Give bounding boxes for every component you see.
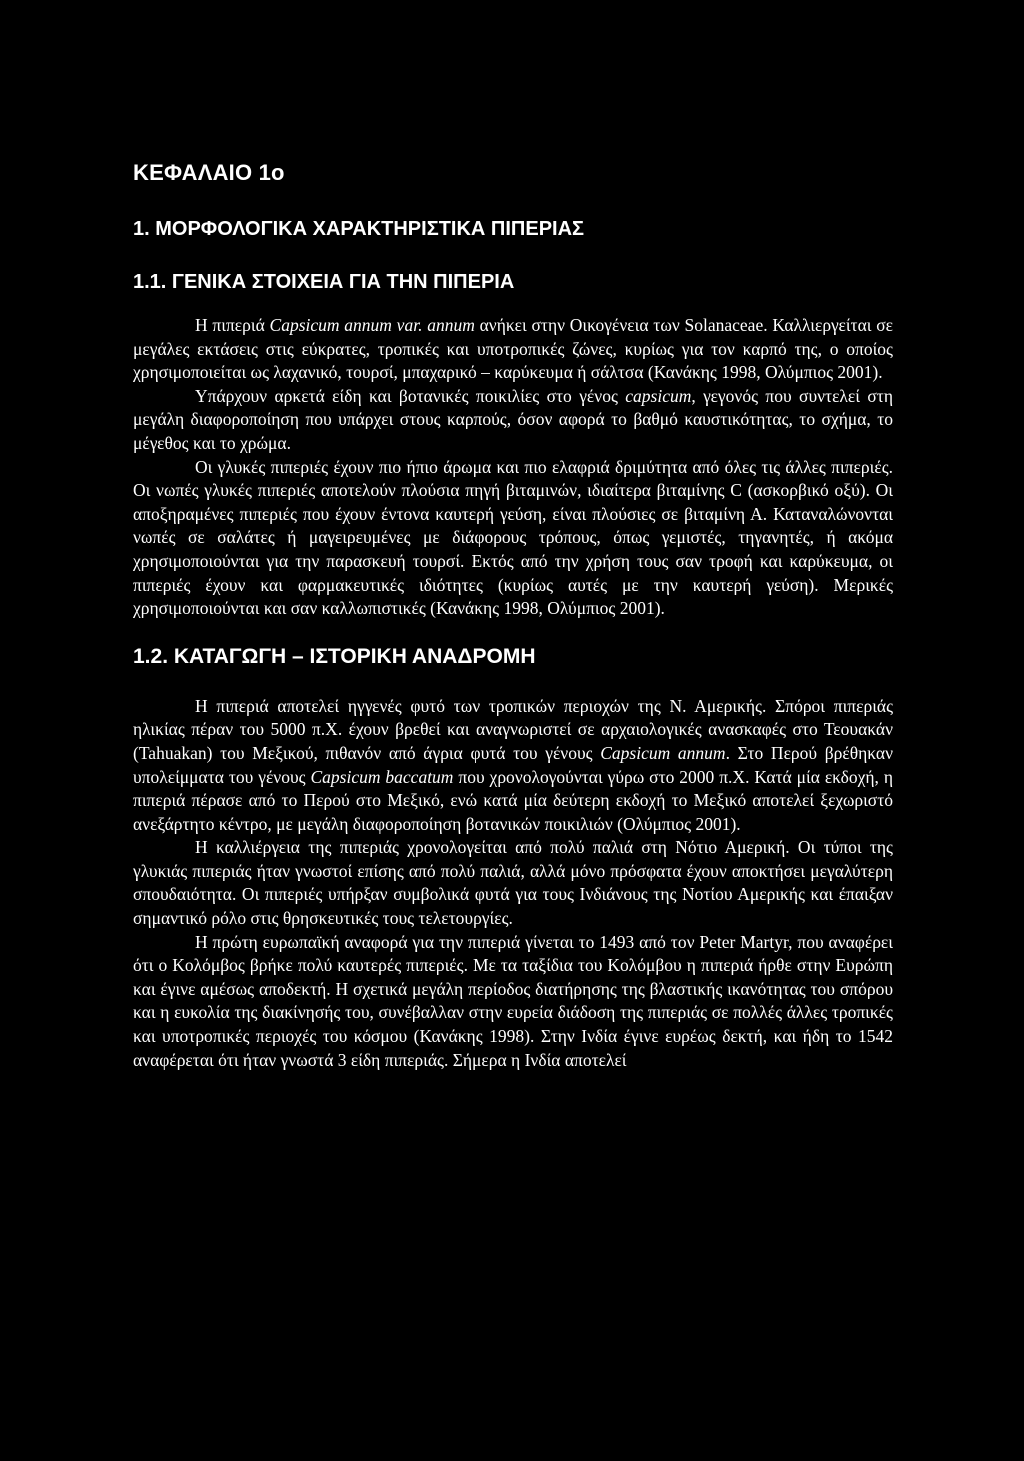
section-1-2-title: 1.2. ΚΑΤΑΓΩΓΗ – ΙΣΤΟΡΙΚΗ ΑΝΑΔΡΟΜΗ [133,644,536,668]
genus-name: capsicum [625,385,692,406]
section-1-1-title: 1.1. ΓΕΝΙΚΑ ΣΤΟΙΧΕΙΑ ΓΙΑ ΤΗΝ ΠΙΠΕΡΙΑ [133,271,515,293]
page-content [133,160,893,1072]
text-run: Η πιπεριά αποτελεί ηγγενές φυτό των τροπικών περιοχών της Ν. Αμερικής. Σπόροι πιπεριάς ηλικίας πέραν του 5000 π.Χ. έχουν βρεθεί και αναγνωριστεί σε αρχαιολογικές ανασκαφές στο Τεουακάν (Tahuakan) του Μεξικού, πιθανόν από άγρια φυτά του γένους [133,695,893,763]
section-1-1-paragraph-2 [133,385,893,456]
text-run: , γεγονός που συντελεί στη μεγάλη διαφοροποίηση που υπάρχει στους καρπούς, όσον αφορά το βαθμό καυστικότητας, το σχήμα, το μέγεθος και το χρώμα. [133,385,893,453]
text-run: . Στο Περού βρέθηκαν υπολείμματα του γένους [133,742,894,787]
section-1-1-paragraph-3: Οι γλυκές πιπεριές έχουν πιο ήπιο άρωμα και πιο ελαφριά δριμύτητα από όλες τις άλλες πιπεριές. Οι νωπές γλυκές πιπεριές αποτελούν πλούσια πηγή βιταμινών, ιδιαίτερα βιταμίνης C (ασκορβικό οξύ). Οι αποξηραμένες πιπεριές που έχουν έντονα καυτερή γεύση, είναι πλούσιες σε βιταμίνη Α. Καταναλώνονται νωπές σε σαλάτες ή μαγειρευμένες με διάφορους τρόπους, όπως γεμιστές, τηγανητές, ή ακόμα χρησιμοποιούνται για την παρασκευή τουρσί. Εκτός από την χρήση τους σαν τροφή και καρύκευμα, οι πιπεριές έχουν και φαρμακευτικές ιδιότητες (κυρίως αυτές με την καυτερή γεύση). Μερικές χρησιμοποιούνται και σαν καλλωπιστικές (Κανάκης 1998, Ολύμπιος 2001). [133,456,893,619]
text-run: ανήκει στην Οικογένεια των Solanaceae. Καλλιεργείται σε μεγάλες εκτάσεις στις εύκρατες, τροπικές και υποτροπικές ζώνες, κυρίως για τον καρπό της, ο οποίος χρησιμοποιείται ως λαχανικό, τουρσί, μπαχαρικό – καρύκευμα ή σάλτσα (Κανάκης 1998, Ολύμπιος 2001). [133,315,893,383]
section-1-title: 1. ΜΟΡΦΟΛΟΓΙΚΑ ΧΑΡΑΚΤΗΡΙΣΤΙΚΑ ΠΙΠΕΡΙΑΣ [133,218,585,240]
species-name: Capsicum baccatum [310,766,454,787]
text-run: που χρονολογούνται γύρω στο 2000 π.Χ. Κατά μία εκδοχή, η πιπεριά πέρασε από το Περού στο Μεξικό, ενώ κατά μία δεύτερη εκδοχή το Μεξικό αποτελεί ξεχωριστό ανεξάρτητο κέντρο, με μεγάλη διαφοροποίηση βοτανικών ποικιλιών (Ολύμπιος 2001). [133,766,893,834]
chapter-title: ΚΕΦΑΛΑΙΟ 1ο [133,160,285,185]
text-run: Η πιπεριά [195,315,270,335]
section-1-2-paragraph-3: Η πρώτη ευρωπαϊκή αναφορά για την πιπεριά γίνεται το 1493 από τον Peter Martyr, που αναφέρει ότι ο Κολόμβος βρήκε πολύ καυτερές πιπεριές. Με τα ταξίδια του Κολόμβου η πιπεριά ήρθε στην Ευρώπη και έγινε αμέσως αποδεκτή. Η σχετικά μεγάλη περίοδος διατήρησης της βλαστικής ικανότητας του σπόρου και η ευκολία της διακίνησής του, συνέβαλλαν στην ευρεία διάδοση της πιπεριάς σε πολλές άλλες τροπικές και υποτροπικές περιοχές του κόσμου (Κανάκης 1998). Στην Ινδία έγινε ευρέως δεκτή, και ήδη το 1542 αναφέρεται ότι ήταν γνωστά 3 είδη πιπεριάς. Σήμερα η Ινδία αποτελεί [133,931,893,1070]
section-1-1-paragraph-1 [133,314,893,385]
species-name: Capsicum annum var. annum [269,315,475,335]
species-name: Capsicum annum [600,742,726,763]
section-1-2-paragraph-2: Η καλλιέργεια της πιπεριάς χρονολογείται από πολύ παλιά στη Νότιο Αμερική. Οι τύποι της γλυκιάς πιπεριάς ήταν γνωστοί επίσης από πολύ παλιά, αλλά μόνο πρόσφατα έχουν αποκτήσει μεγαλύτερη σπουδαιότητα. Οι πιπεριές υπήρξαν συμβολικά φυτά για τους Ινδιάνους της Νοτίου Αμερικής και έπαιξαν σημαντικό ρόλο στις θρησκευτικές τους τελετουργίες. [133,837,893,929]
text-run: Υπάρχουν αρκετά είδη και βοτανικές ποικιλίες στο γένος [195,385,626,406]
section-1-2-paragraph-1 [133,695,893,837]
